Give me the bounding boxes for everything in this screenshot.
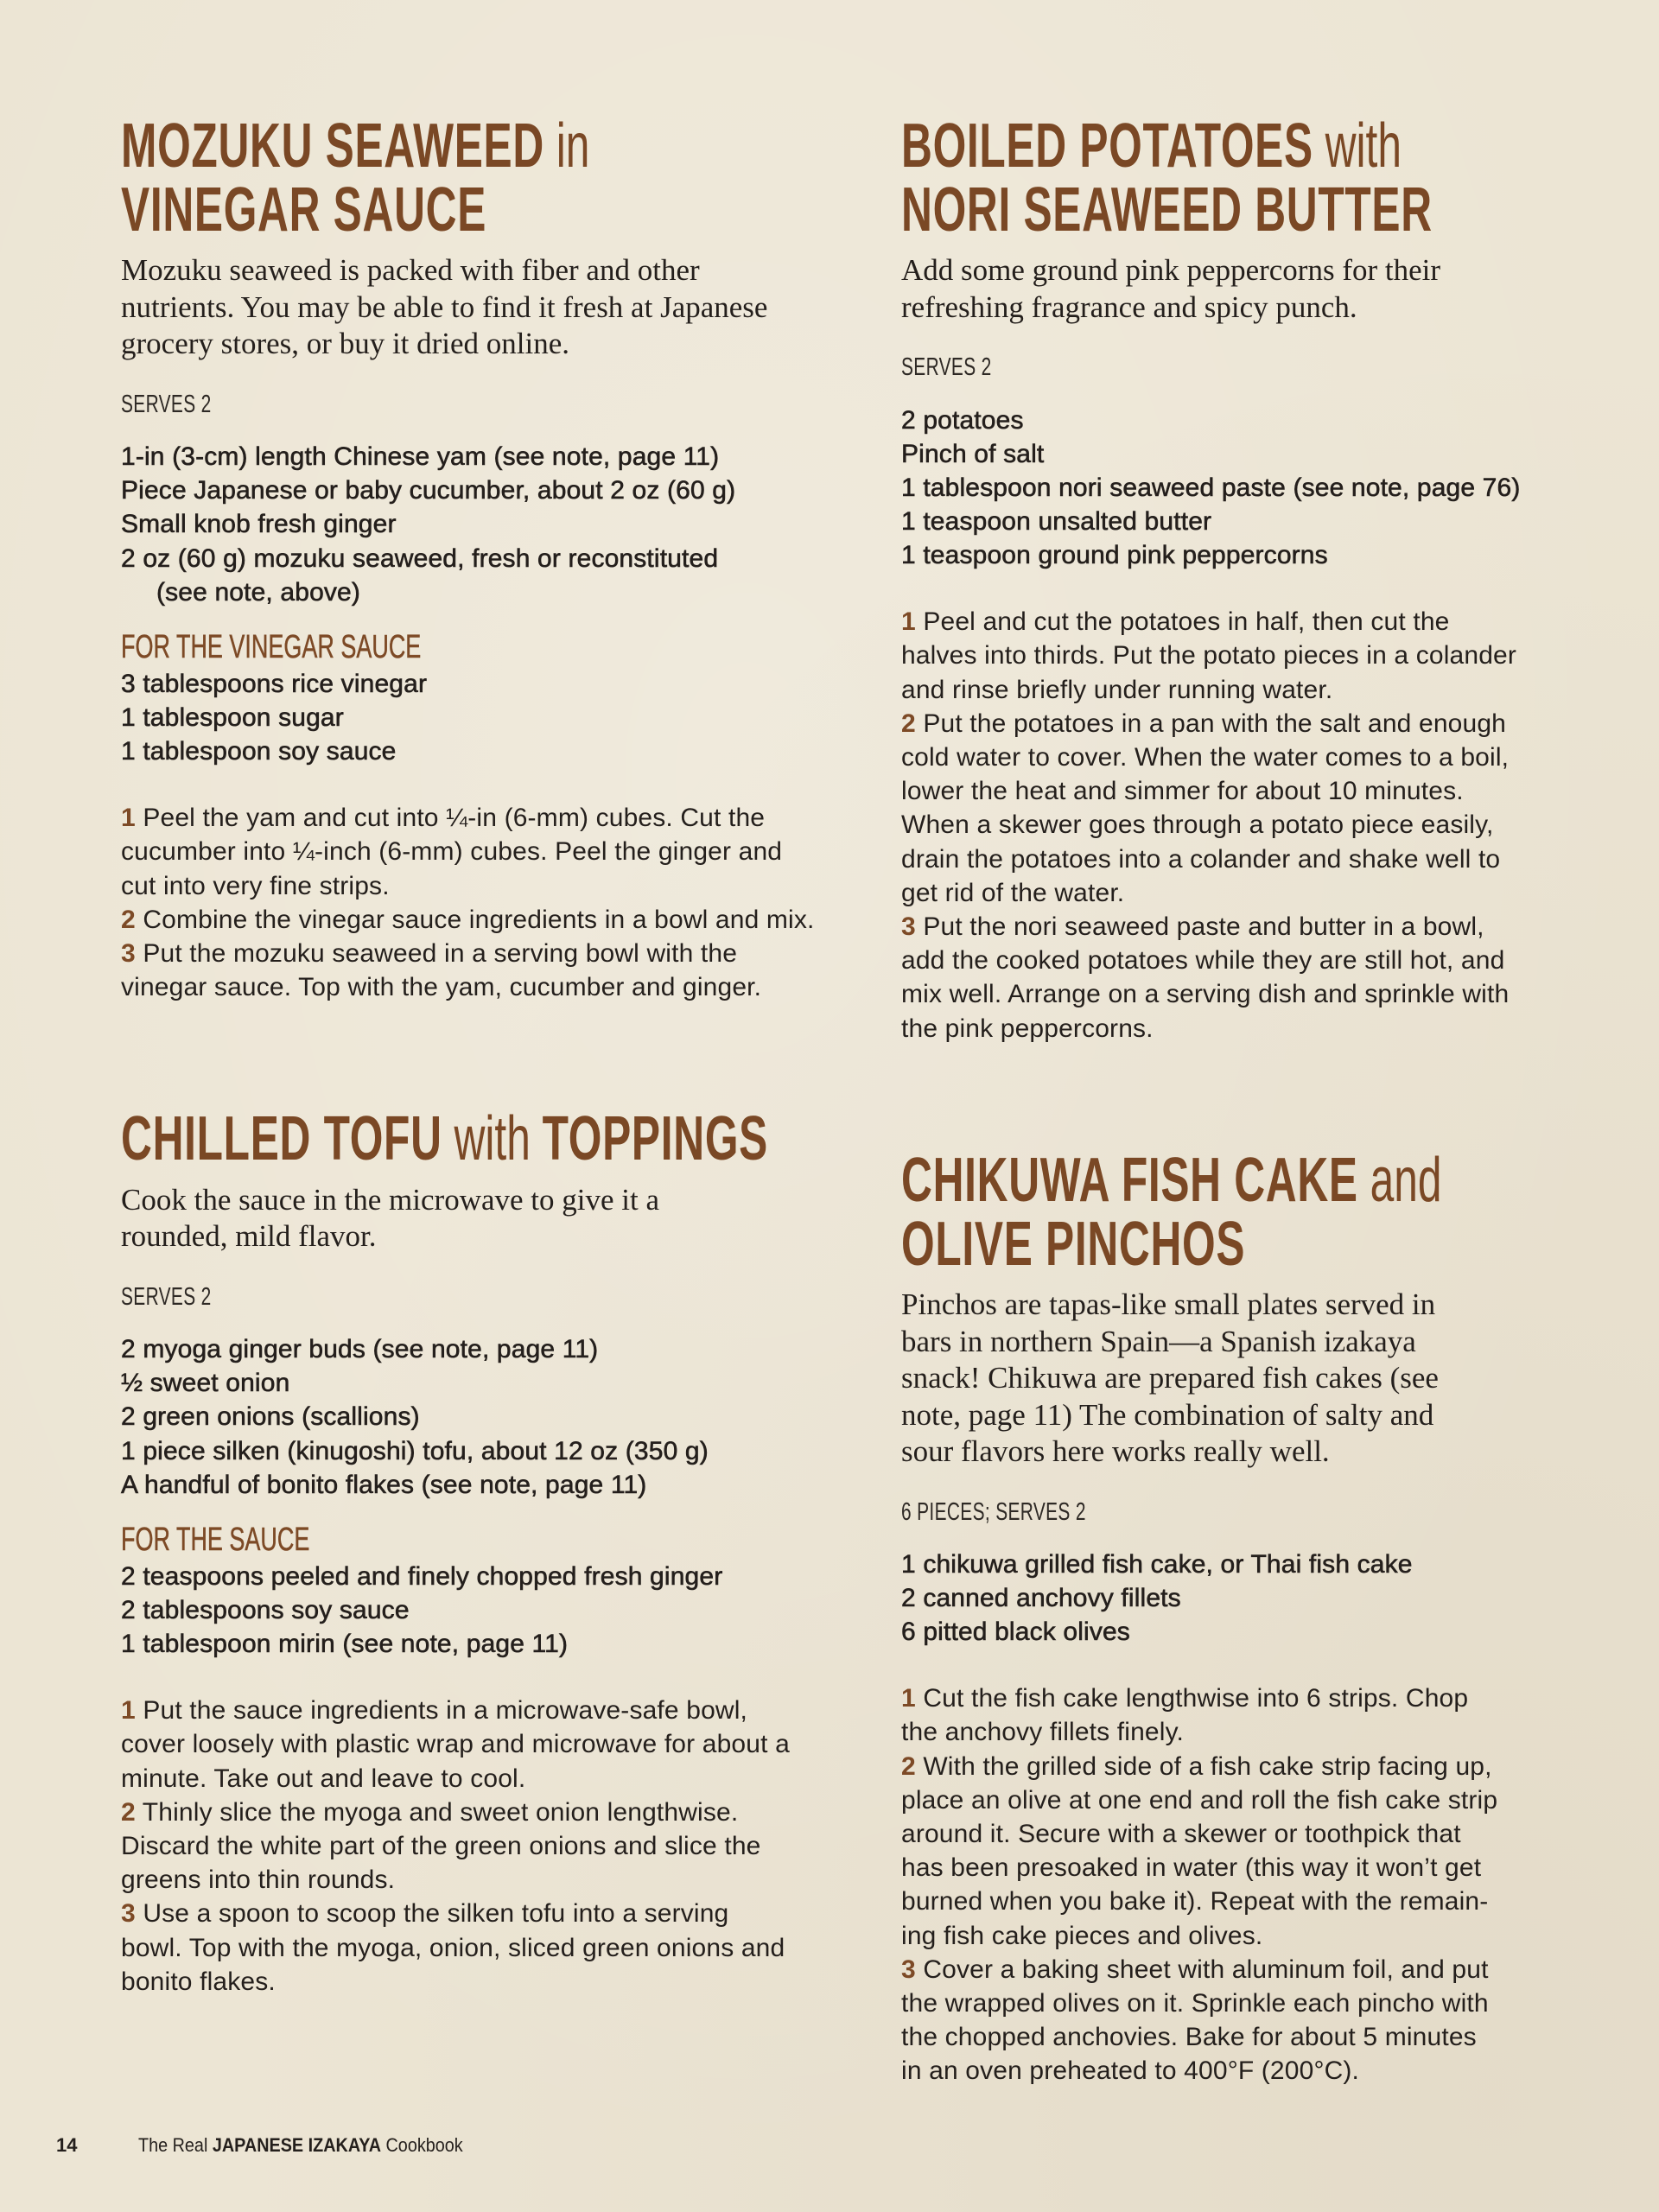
step-line bbox=[901, 1986, 1592, 2020]
step-line bbox=[901, 1885, 1592, 1918]
step-line bbox=[121, 1727, 864, 1761]
step-line bbox=[121, 801, 864, 835]
intro-line: snack! Chikuwa are prepared fish cakes (see bbox=[901, 1361, 1439, 1395]
step-number: 2 bbox=[901, 1751, 916, 1781]
step-number: 3 bbox=[901, 1955, 916, 1984]
step-line bbox=[901, 2020, 1592, 2054]
ingredient-item bbox=[121, 1468, 864, 1502]
recipe-step bbox=[121, 1694, 864, 1796]
ingredient-line: 1 piece silken (kinugoshi) tofu, about 12 oz (350 g) bbox=[121, 1436, 709, 1465]
step-number: 1 bbox=[121, 1696, 136, 1726]
page-footer bbox=[0, 2128, 1659, 2163]
step-number: 3 bbox=[121, 939, 136, 969]
step-line bbox=[121, 903, 864, 937]
intro-line: note, page 11) The combination of salty and bbox=[901, 1397, 1434, 1432]
footer-title-main: JAPANESE IZAKAYA bbox=[212, 2134, 381, 2156]
ingredient-group bbox=[121, 630, 864, 769]
ingredient-line: 2 myoga ginger buds (see note, page 11) bbox=[121, 1335, 599, 1363]
step-text: Peel the yam and cut into ¼-in (6-mm) cubes. Cut the bbox=[143, 804, 766, 833]
step-text: Put the sauce ingredients in a microwave-safe bowl, bbox=[143, 1696, 748, 1726]
ingredient-group-heading-text: FOR THE VINEGAR SAUCE bbox=[121, 630, 422, 665]
recipe-step bbox=[901, 707, 1592, 910]
ingredient-item bbox=[901, 437, 1592, 471]
step-line bbox=[901, 1783, 1592, 1817]
step-text: cold water to cover. When the water comes to a boil, bbox=[901, 742, 1510, 772]
intro-line: Mozuku seaweed is packed with fiber and other bbox=[121, 253, 700, 287]
ingredient-line: 2 oz (60 g) mozuku seaweed, fresh or reconstituted bbox=[121, 543, 719, 573]
step-text: Combine the vinegar sauce ingredients in a bowl and mix. bbox=[143, 905, 815, 934]
title-main-words: VINEGAR SAUCE bbox=[121, 178, 487, 242]
title-line bbox=[901, 1213, 1592, 1277]
ingredient-line: (see note, above) bbox=[156, 577, 361, 607]
step-line bbox=[901, 1750, 1592, 1783]
intro-line: grocery stores, or buy it dried online. bbox=[121, 327, 570, 360]
ingredient-group bbox=[121, 440, 864, 609]
step-text: the anchovy fillets finely. bbox=[901, 1718, 1184, 1747]
ingredient-group bbox=[901, 1548, 1592, 1649]
step-number: 2 bbox=[121, 1797, 136, 1827]
title-main-words: MOZUKU SEAWEED bbox=[121, 115, 544, 179]
ingredient-item bbox=[901, 404, 1592, 437]
step-text: vinegar sauce. Top with the yam, cucumber and ginger. bbox=[121, 973, 762, 1002]
title-line-text bbox=[121, 179, 486, 243]
title-line-text bbox=[901, 1213, 1245, 1277]
recipe-title bbox=[901, 115, 1592, 242]
ingredient-item bbox=[901, 1615, 1592, 1649]
step-list bbox=[121, 1694, 864, 1999]
step-line bbox=[901, 1715, 1592, 1749]
step-text: has been presoaked in water (this way it won’t get bbox=[901, 1853, 1482, 1883]
step-line bbox=[121, 1931, 864, 1965]
ingredient-item bbox=[901, 1581, 1592, 1615]
title-main-words: CHIKUWA FISH CAKE bbox=[901, 1149, 1358, 1213]
recipe-step bbox=[121, 903, 864, 937]
recipe-title bbox=[121, 1108, 864, 1172]
ingredient-line: Pinch of salt bbox=[901, 439, 1045, 468]
step-text: bowl. Top with the myoga, onion, sliced green onions and bbox=[121, 1933, 785, 1962]
title-line-text bbox=[901, 1149, 1441, 1213]
recipe-intro bbox=[901, 252, 1592, 326]
step-number: 3 bbox=[901, 912, 916, 941]
ingredient-line: 1 chikuwa grilled fish cake, or Thai fish cake bbox=[901, 1550, 1413, 1579]
ingredient-line: 1 teaspoon ground pink peppercorns bbox=[901, 541, 1328, 570]
title-main-words: BOILED POTATOES bbox=[901, 115, 1313, 179]
step-line bbox=[121, 1965, 864, 1999]
step-line bbox=[901, 1012, 1592, 1046]
ingredient-item bbox=[901, 1548, 1592, 1581]
title-connector-word: with bbox=[1325, 115, 1402, 179]
intro-line: refreshing fragrance and spicy punch. bbox=[901, 289, 1357, 324]
step-text: greens into thin rounds. bbox=[121, 1866, 396, 1895]
step-text: mix well. Arrange on a serving dish and sprinkle with bbox=[901, 980, 1510, 1009]
step-line bbox=[901, 707, 1592, 741]
ingredient-item bbox=[901, 471, 1592, 505]
title-connector-word: in bbox=[556, 115, 590, 179]
ingredient-list bbox=[901, 404, 1592, 573]
title-line bbox=[121, 179, 864, 243]
title-line bbox=[121, 1108, 864, 1172]
recipe-intro bbox=[121, 1182, 864, 1255]
step-text: minute. Take out and leave to cool. bbox=[121, 1764, 526, 1793]
recipe-chilled-tofu bbox=[121, 1108, 864, 1999]
ingredient-line: A handful of bonito flakes (see note, page 11) bbox=[121, 1470, 647, 1499]
step-line bbox=[901, 1919, 1592, 1953]
step-text: and rinse briefly under running water. bbox=[901, 675, 1333, 704]
title-connector-word: with bbox=[454, 1108, 531, 1172]
ingredient-item bbox=[121, 474, 864, 507]
step-text: cover loosely with plastic wrap and microwave for about a bbox=[121, 1730, 790, 1759]
title-line bbox=[901, 179, 1592, 243]
recipe-boiled-potatoes bbox=[901, 115, 1592, 1046]
ingredient-group bbox=[901, 404, 1592, 573]
step-number: 1 bbox=[121, 804, 136, 833]
serves-label bbox=[901, 1495, 1592, 1529]
ingredient-line: 2 tablespoons soy sauce bbox=[121, 1596, 410, 1625]
step-text: around it. Secure with a skewer or toothpick that bbox=[901, 1820, 1461, 1849]
recipe-step bbox=[901, 1750, 1592, 1953]
recipe-step bbox=[121, 1897, 864, 1999]
step-line bbox=[901, 1953, 1592, 1986]
ingredient-line: Small knob fresh ginger bbox=[121, 510, 397, 539]
ingredient-group-heading bbox=[121, 1522, 864, 1557]
recipe-mozuku-seaweed bbox=[121, 115, 864, 1004]
title-line-text bbox=[121, 1108, 768, 1172]
recipe-step bbox=[121, 801, 864, 903]
ingredient-line: 3 tablespoons rice vinegar bbox=[121, 670, 428, 699]
title-line-text bbox=[121, 115, 589, 179]
ingredient-line: 1 tablespoon mirin (see note, page 11) bbox=[121, 1630, 569, 1659]
step-text: Cut the fish cake lengthwise into 6 strips. Chop bbox=[923, 1684, 1469, 1713]
recipe-intro bbox=[121, 252, 864, 363]
step-number: 3 bbox=[121, 1899, 136, 1929]
step-text: the pink peppercorns. bbox=[901, 1014, 1154, 1043]
ingredient-line: 1 tablespoon sugar bbox=[121, 703, 344, 733]
step-line bbox=[121, 970, 864, 1004]
step-text: Use a spoon to scoop the silken tofu into a serving bbox=[143, 1899, 729, 1929]
step-line bbox=[901, 808, 1592, 842]
recipe-title bbox=[121, 115, 864, 242]
step-line bbox=[901, 910, 1592, 944]
step-text: cucumber into ¼-inch (6-mm) cubes. Peel the ginger and bbox=[121, 837, 783, 867]
ingredient-list bbox=[121, 667, 864, 769]
step-text: Put the nori seaweed paste and butter in a bowl, bbox=[923, 912, 1484, 941]
step-text: Thinly slice the myoga and sweet onion lengthwise. bbox=[142, 1797, 739, 1827]
step-text: place an olive at one end and roll the fish cake strip bbox=[901, 1785, 1498, 1815]
ingredient-line: 2 canned anchovy fillets bbox=[901, 1584, 1181, 1613]
title-connector-word: and bbox=[1370, 1149, 1442, 1213]
step-line bbox=[901, 2054, 1592, 2088]
recipe-step bbox=[901, 605, 1592, 707]
ingredient-line: 1 tablespoon nori seaweed paste (see note, page 76) bbox=[901, 473, 1521, 502]
serves-label-text: SERVES 2 bbox=[901, 353, 992, 381]
step-text: drain the potatoes into a colander and shake well to bbox=[901, 844, 1501, 874]
title-line-text bbox=[901, 115, 1402, 179]
ingredient-item bbox=[121, 1400, 864, 1433]
ingredient-list bbox=[121, 1560, 864, 1662]
recipe-step bbox=[901, 1953, 1592, 2088]
ingredient-item bbox=[121, 507, 864, 541]
step-line bbox=[901, 842, 1592, 876]
step-line bbox=[901, 639, 1592, 672]
intro-line: rounded, mild flavor. bbox=[121, 1219, 377, 1253]
serves-label bbox=[901, 350, 1592, 385]
step-text: in an oven preheated to 400°F (200°C). bbox=[901, 2056, 1360, 2086]
intro-line: Cook the sauce in the microwave to give it a bbox=[121, 1182, 660, 1217]
step-line bbox=[121, 869, 864, 903]
ingredient-item bbox=[121, 1332, 864, 1366]
step-text: ing fish cake pieces and olives. bbox=[901, 1921, 1263, 1950]
running-footer-title bbox=[138, 2128, 463, 2163]
ingredient-line: Piece Japanese or baby cucumber, about 2 oz (60 g) bbox=[121, 476, 736, 505]
recipe-step bbox=[121, 1796, 864, 1897]
step-line bbox=[901, 1851, 1592, 1885]
ingredient-item bbox=[121, 701, 864, 734]
ingredient-list bbox=[121, 1332, 864, 1502]
ingredient-line: 2 teaspoons peeled and finely chopped fresh ginger bbox=[121, 1562, 723, 1592]
ingredient-item bbox=[901, 538, 1592, 572]
ingredient-line: 1-in (3-cm) length Chinese yam (see note, page 11) bbox=[121, 442, 720, 471]
step-number: 2 bbox=[121, 905, 136, 934]
serves-label bbox=[121, 1280, 864, 1314]
ingredient-line: 6 pitted black olives bbox=[901, 1618, 1130, 1647]
serves-label-text: SERVES 2 bbox=[121, 390, 212, 418]
ingredient-line: ½ sweet onion bbox=[121, 1369, 290, 1398]
title-main-words: TOPPINGS bbox=[542, 1108, 768, 1172]
ingredient-line: 1 tablespoon soy sauce bbox=[121, 737, 397, 766]
step-line bbox=[901, 1817, 1592, 1851]
serves-label-text: SERVES 2 bbox=[121, 1282, 212, 1311]
page-number: 14 bbox=[56, 2134, 78, 2156]
step-line bbox=[901, 977, 1592, 1011]
serves-label bbox=[121, 387, 864, 422]
ingredient-list bbox=[901, 1548, 1592, 1649]
ingredient-item bbox=[121, 667, 864, 701]
title-line bbox=[901, 1149, 1592, 1213]
step-line bbox=[121, 1762, 864, 1796]
ingredient-group-heading bbox=[121, 630, 864, 664]
footer-title-suffix: Cookbook bbox=[385, 2134, 463, 2156]
step-text: Put the potatoes in a pan with the salt and enough bbox=[923, 709, 1507, 738]
ingredient-item bbox=[121, 542, 864, 609]
step-line bbox=[121, 835, 864, 868]
title-main-words: CHILLED TOFU bbox=[121, 1108, 442, 1172]
step-text: Peel and cut the potatoes in half, then cut the bbox=[923, 607, 1450, 637]
step-text: get rid of the water. bbox=[901, 878, 1125, 907]
ingredient-line: 1 teaspoon unsalted butter bbox=[901, 507, 1212, 537]
step-line bbox=[901, 741, 1592, 774]
ingredient-group bbox=[121, 1332, 864, 1502]
recipe-step bbox=[901, 910, 1592, 1046]
step-list bbox=[901, 605, 1592, 1046]
step-list bbox=[121, 801, 864, 1004]
ingredient-line: 2 potatoes bbox=[901, 405, 1024, 435]
intro-line: nutrients. You may be able to find it fresh at Japanese bbox=[121, 289, 768, 324]
ingredient-item bbox=[121, 1627, 864, 1661]
step-line bbox=[121, 937, 864, 970]
intro-line: bars in northern Spain—a Spanish izakaya bbox=[901, 1324, 1416, 1358]
recipe-step bbox=[121, 937, 864, 1004]
step-text: Put the mozuku seaweed in a serving bowl with the bbox=[143, 939, 738, 969]
intro-line: Add some ground pink peppercorns for their bbox=[901, 253, 1441, 287]
step-text: With the grilled side of a fish cake strip facing up, bbox=[923, 1751, 1492, 1781]
title-main-words: OLIVE PINCHOS bbox=[901, 1212, 1246, 1276]
serves-label-text: 6 PIECES; SERVES 2 bbox=[901, 1497, 1086, 1526]
intro-line: sour flavors here works really well. bbox=[901, 1434, 1330, 1468]
ingredient-item bbox=[121, 1593, 864, 1627]
recipe-chikuwa-pinchos bbox=[901, 1149, 1592, 2088]
title-line bbox=[121, 115, 864, 179]
step-line bbox=[901, 876, 1592, 910]
step-text: When a skewer goes through a potato piece easily, bbox=[901, 810, 1494, 840]
recipe-intro bbox=[901, 1287, 1592, 1471]
step-text: the wrapped olives on it. Sprinkle each pincho with bbox=[901, 1989, 1489, 2018]
recipe-step bbox=[901, 1681, 1592, 1749]
ingredient-list bbox=[121, 440, 864, 609]
recipe-title bbox=[901, 1149, 1592, 1276]
step-text: lower the heat and simmer for about 10 minutes. bbox=[901, 777, 1464, 806]
step-line bbox=[121, 1897, 864, 1930]
ingredient-group-heading-text: FOR THE SAUCE bbox=[121, 1522, 310, 1558]
step-text: Discard the white part of the green onions and slice the bbox=[121, 1832, 761, 1861]
step-text: bonito flakes. bbox=[121, 1967, 276, 1996]
step-line bbox=[901, 1681, 1592, 1715]
ingredient-item bbox=[121, 1560, 864, 1593]
step-text: Cover a baking sheet with aluminum foil, and put bbox=[923, 1955, 1489, 1984]
step-list bbox=[901, 1681, 1592, 2088]
ingredient-group bbox=[121, 1522, 864, 1662]
step-text: add the cooked potatoes while they are still hot, and bbox=[901, 946, 1505, 976]
ingredient-item bbox=[121, 1366, 864, 1400]
step-line bbox=[901, 944, 1592, 977]
step-line bbox=[901, 673, 1592, 707]
ingredient-line: 2 green onions (scallions) bbox=[121, 1402, 420, 1432]
ingredient-item bbox=[121, 440, 864, 474]
step-number: 1 bbox=[901, 607, 916, 637]
step-number: 2 bbox=[901, 709, 916, 738]
ingredient-item bbox=[901, 505, 1592, 538]
step-line bbox=[901, 605, 1592, 639]
footer-title-prefix: The Real bbox=[138, 2134, 208, 2156]
ingredient-item bbox=[121, 1434, 864, 1468]
step-line bbox=[121, 1829, 864, 1863]
step-text: halves into thirds. Put the potato pieces in a colander bbox=[901, 641, 1517, 671]
step-text: burned when you bake it). Repeat with the remain- bbox=[901, 1887, 1489, 1916]
title-line-text bbox=[901, 179, 1433, 243]
title-main-words: NORI SEAWEED BUTTER bbox=[901, 178, 1433, 242]
step-text: the chopped anchovies. Bake for about 5 minutes bbox=[901, 2023, 1477, 2052]
title-line bbox=[901, 115, 1592, 179]
step-line bbox=[901, 774, 1592, 808]
step-line bbox=[121, 1863, 864, 1897]
step-line bbox=[121, 1796, 864, 1829]
intro-line: Pinchos are tapas-like small plates served in bbox=[901, 1287, 1436, 1321]
step-text: cut into very fine strips. bbox=[121, 871, 390, 900]
step-number: 1 bbox=[901, 1684, 916, 1713]
ingredient-item bbox=[121, 734, 864, 768]
step-line bbox=[121, 1694, 864, 1727]
